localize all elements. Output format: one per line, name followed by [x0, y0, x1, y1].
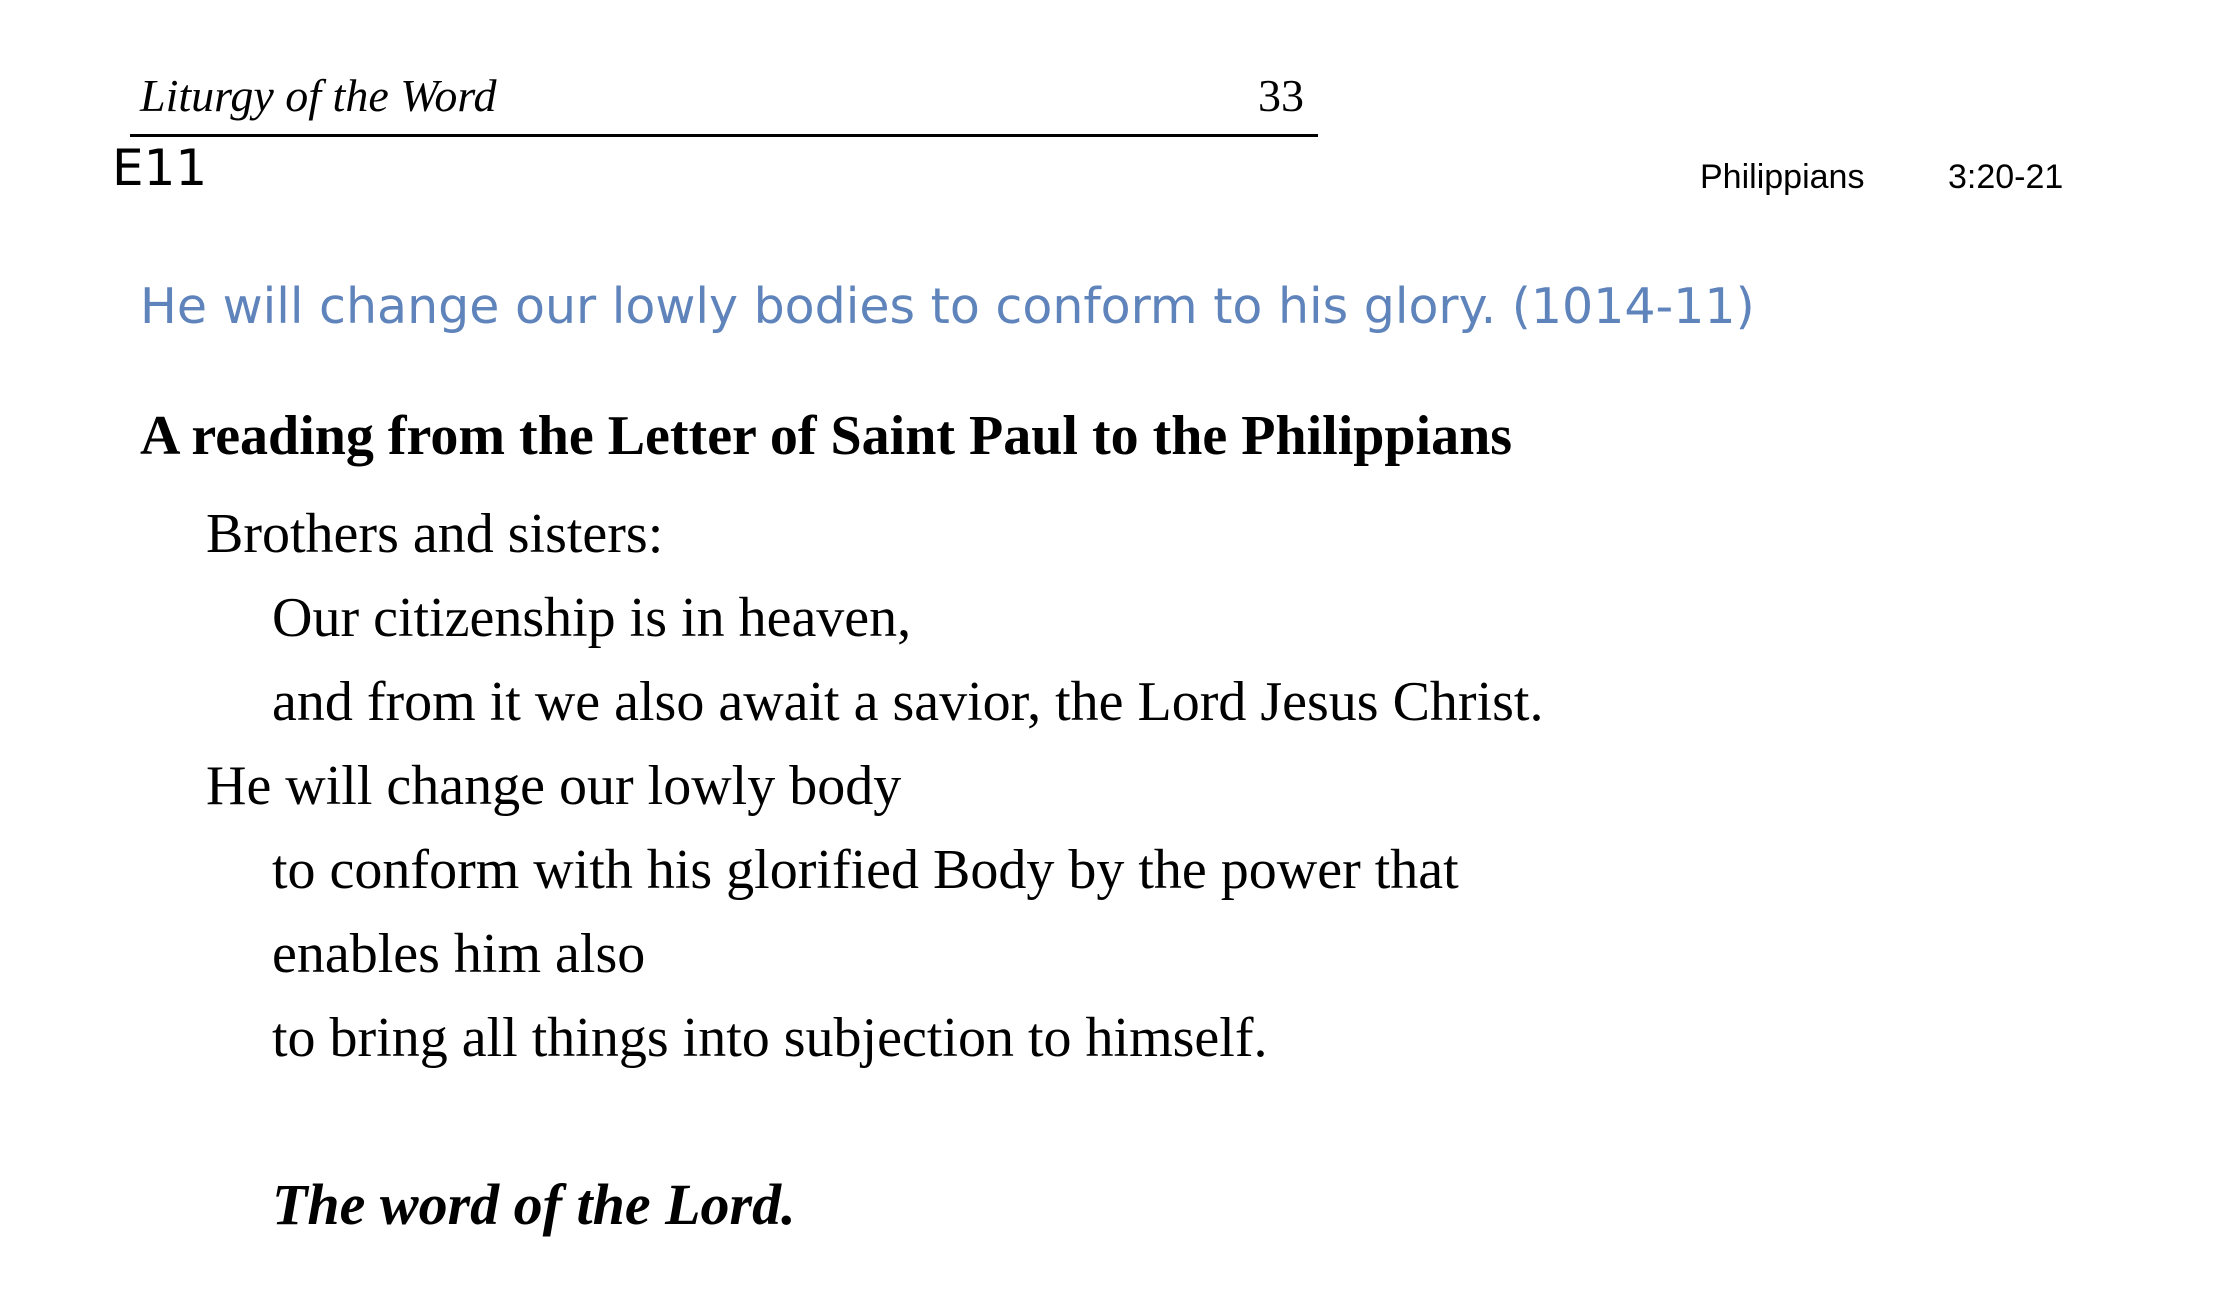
verse-line: Our citizenship is in heaven,: [272, 587, 912, 649]
reading-summary: He will change our lowly bodies to conform to his glory. (1014-11): [140, 278, 1755, 335]
verse-line: He will change our lowly body: [206, 755, 902, 817]
verse-line: Brothers and sisters:: [206, 503, 664, 565]
page-number: 33: [1258, 70, 1304, 121]
closing-acclamation: The word of the Lord.: [272, 1172, 796, 1237]
reading-heading: A reading from the Letter of Saint Paul to the Philippians: [140, 405, 1513, 467]
running-title: Liturgy of the Word: [140, 70, 497, 121]
verse-line: to bring all things into subjection to himself.: [272, 1007, 1268, 1069]
reading-code: E11: [112, 139, 208, 197]
verse-line: enables him also: [272, 923, 646, 985]
citation-book: Philippians: [1700, 158, 1865, 196]
verse-line: to conform with his glorified Body by the power that: [272, 839, 1459, 901]
running-header: [130, 50, 1318, 137]
citation-verses: 3:20-21: [1948, 158, 2064, 196]
verse-line: and from it we also await a savior, the Lord Jesus Christ.: [272, 671, 1544, 733]
